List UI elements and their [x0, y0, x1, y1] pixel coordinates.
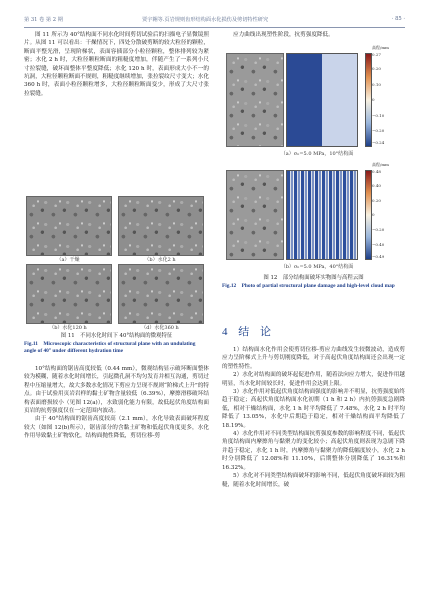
- header-rule: [24, 27, 405, 28]
- elevation-colorbar: [365, 170, 372, 260]
- legend-tick: −0.10: [372, 113, 385, 118]
- elevation-map-40deg: [286, 170, 358, 260]
- panel-label: （d）水化360 h: [141, 325, 179, 331]
- conclusion-item: 5）水化对不同类型结构面破坏的影响不同，低起伏角度破坏面较为粗糙，随着水化时间增长，破: [222, 473, 405, 488]
- damage-photo-40deg: [226, 170, 284, 260]
- legend-title: 高程/mm: [372, 45, 389, 50]
- conclusions: [222, 346, 405, 489]
- figure12-caption-cn: 图 12 部分结构面破坏实物图与高程云图: [263, 275, 364, 281]
- legend-tick: −0.49: [372, 254, 385, 259]
- conclusion-item: 4）水化作用对不同类型结构面抗剪强度参数的影响程度不同，低起伏角度结构面内摩擦角与黏聚力的变化较小；高起伏角度则表现为急剧下降并趋于稳定，水化 1 h 时，内摩擦角与黏聚力的降低幅度较小，水化 2 h 时分别降低了 12.08%和 11.10%，后期整体分别降低了 16.31%和 16.32%。: [222, 431, 405, 471]
- elevation-colorbar: [365, 53, 372, 147]
- sem-photo-360h: [118, 264, 204, 324]
- legend-tick: −0.40: [372, 242, 385, 247]
- volume-issue: 第 31 卷 第 2 期: [24, 17, 63, 23]
- elevation-map-10deg: [286, 53, 358, 147]
- paragraph: 应力曲线出现塑性阶段，抗剪强度降低。: [233, 32, 334, 38]
- right-column-top: [222, 31, 405, 39]
- legend-tick: 0.48: [372, 169, 381, 174]
- conclusion-item: 2）水化对结构面的破坏起促进作用，随着法向应力增大，促进作用越明显，当水化时间较长时，促进作用会达到上限。: [222, 372, 405, 387]
- sem-photo-2h: [118, 196, 204, 256]
- panel-label: （a）σₙ=5.0 MPa，10°结构面: [280, 151, 354, 157]
- left-column-top: [24, 31, 209, 98]
- panel-label: （a）干燥: [56, 257, 80, 263]
- left-column-bottom: [24, 365, 209, 441]
- panel-label: （b）水化2 h: [144, 257, 176, 263]
- running-title: 贾宇翱等.页岩规则齿形结构面水化损伤及剪切特性研究: [142, 17, 269, 23]
- legend-tick: 0.27: [372, 52, 381, 57]
- legend-tick: 0.20: [372, 198, 381, 203]
- figure11-caption-cn: 图 11 不同水化时间下 40°结构面的微观特征: [60, 333, 173, 339]
- legend-tick: 0: [372, 97, 375, 102]
- legend-tick: 0.20: [372, 66, 381, 71]
- sem-photo-dry: [26, 196, 112, 256]
- paragraph: 10°结构面的锯齿高度较低（0.44 mm），微观结构显示破坏断面整体较为模糊，随着水化时间增长，引起微孔洞不均匀发育并相互沟通，剪切过程中压缩量增大，故大多数水化情况下剪应力呈现不规则“阶梯式上升”的特点。由于试验用页岩岩样的黏土矿物含量较低（6.39%），摩擦滑移破坏结构表面磨损较小（见图 12(a)），水致弱化能力有限，故低起伏角度结构面页岩的抗剪强度仅在一定范围内波动。: [24, 366, 209, 415]
- legend-tick: −0.20: [372, 227, 385, 232]
- damage-photo-10deg: [226, 53, 284, 147]
- legend-tick: −0.24: [372, 140, 385, 145]
- figure12-caption-en: Fig.12 Photo of partial structural plane damage and high-level cloud map: [222, 283, 395, 289]
- page-number: · 85 ·: [391, 16, 405, 22]
- panel-label: （b）σₙ=5.0 MPa，40°结构面: [280, 264, 354, 270]
- figure11-caption-en: Fig.11 Microscopic characteristics of structural plane with an undulating angle of 40° under different hydration time: [24, 341, 196, 355]
- conclusion-item: 1）结构面水化作用会使剪切位移-剪应力曲线发生较微波动，造成剪应力呈阶梯式上升与剪切刚度降低，对于高起伏角度结构面还会出现一定的塑性特性。: [222, 347, 405, 370]
- conclusion-item: 3）水化作用对低起伏角度结构面强度的影响并不明显，抗剪强度始终趋于稳定；高起伏角度结构面水化初期（1 h 和 2 h）内抗剪强度急剧降低，相对干燥结构面，水化 1 h 时平均降低了 7.48%，水化 2 h 时平均降低了 13.05%，水化中后期趋于稳定，相对干燥结构面平均降低了 18.19%。: [222, 389, 405, 429]
- sem-photo-120h: [26, 264, 112, 324]
- section-heading: 4 结 论: [222, 326, 275, 338]
- panel-label: （b）水化120 h: [49, 325, 87, 331]
- paragraph: 由于 40°结构面的锯齿高度较高（2.1 mm），水化导致表面破坏程度较大（如图 12(b)所示），锯齿部分的含黏土矿物和低起伏角度更多，水化作用导致黏土矿物软化，结构面抛性降低，剪切位移-剪: [24, 416, 209, 440]
- legend-tick: −0.20: [372, 128, 385, 133]
- legend-title: 高程/mm: [372, 162, 389, 167]
- legend-tick: 0: [372, 212, 375, 217]
- paragraph: 图 11 所示为 40°结构面不同水化时间剪切试验后的扫描电子显微镜照片。从图 11 可以看出：干燥情况下，四处分散破剪断的较大粒径的颗粒，断面平整光滑，呈现阶梯状，表面容插部分小粒径颗粒，整体排列较为紧密；水化 2 h 时，大粒径颗粒断面的粗糙度增加，伴随产生了一系列小尺寸拉裂缝，破坏面整体平整度降低；水化 120 h 时，表面形成大小不一的坑洞，大粒径颗粒断面不规则，粗糙度继续增加，张拉裂纹尺寸变大；水化 360 h 时，表面小粒径颗粒增多，大粒径颗粒断面变少，形成了大尺寸张拉裂缝。: [24, 32, 209, 97]
- legend-tick: 0.10: [372, 82, 381, 87]
- legend-tick: 0.40: [372, 183, 381, 188]
